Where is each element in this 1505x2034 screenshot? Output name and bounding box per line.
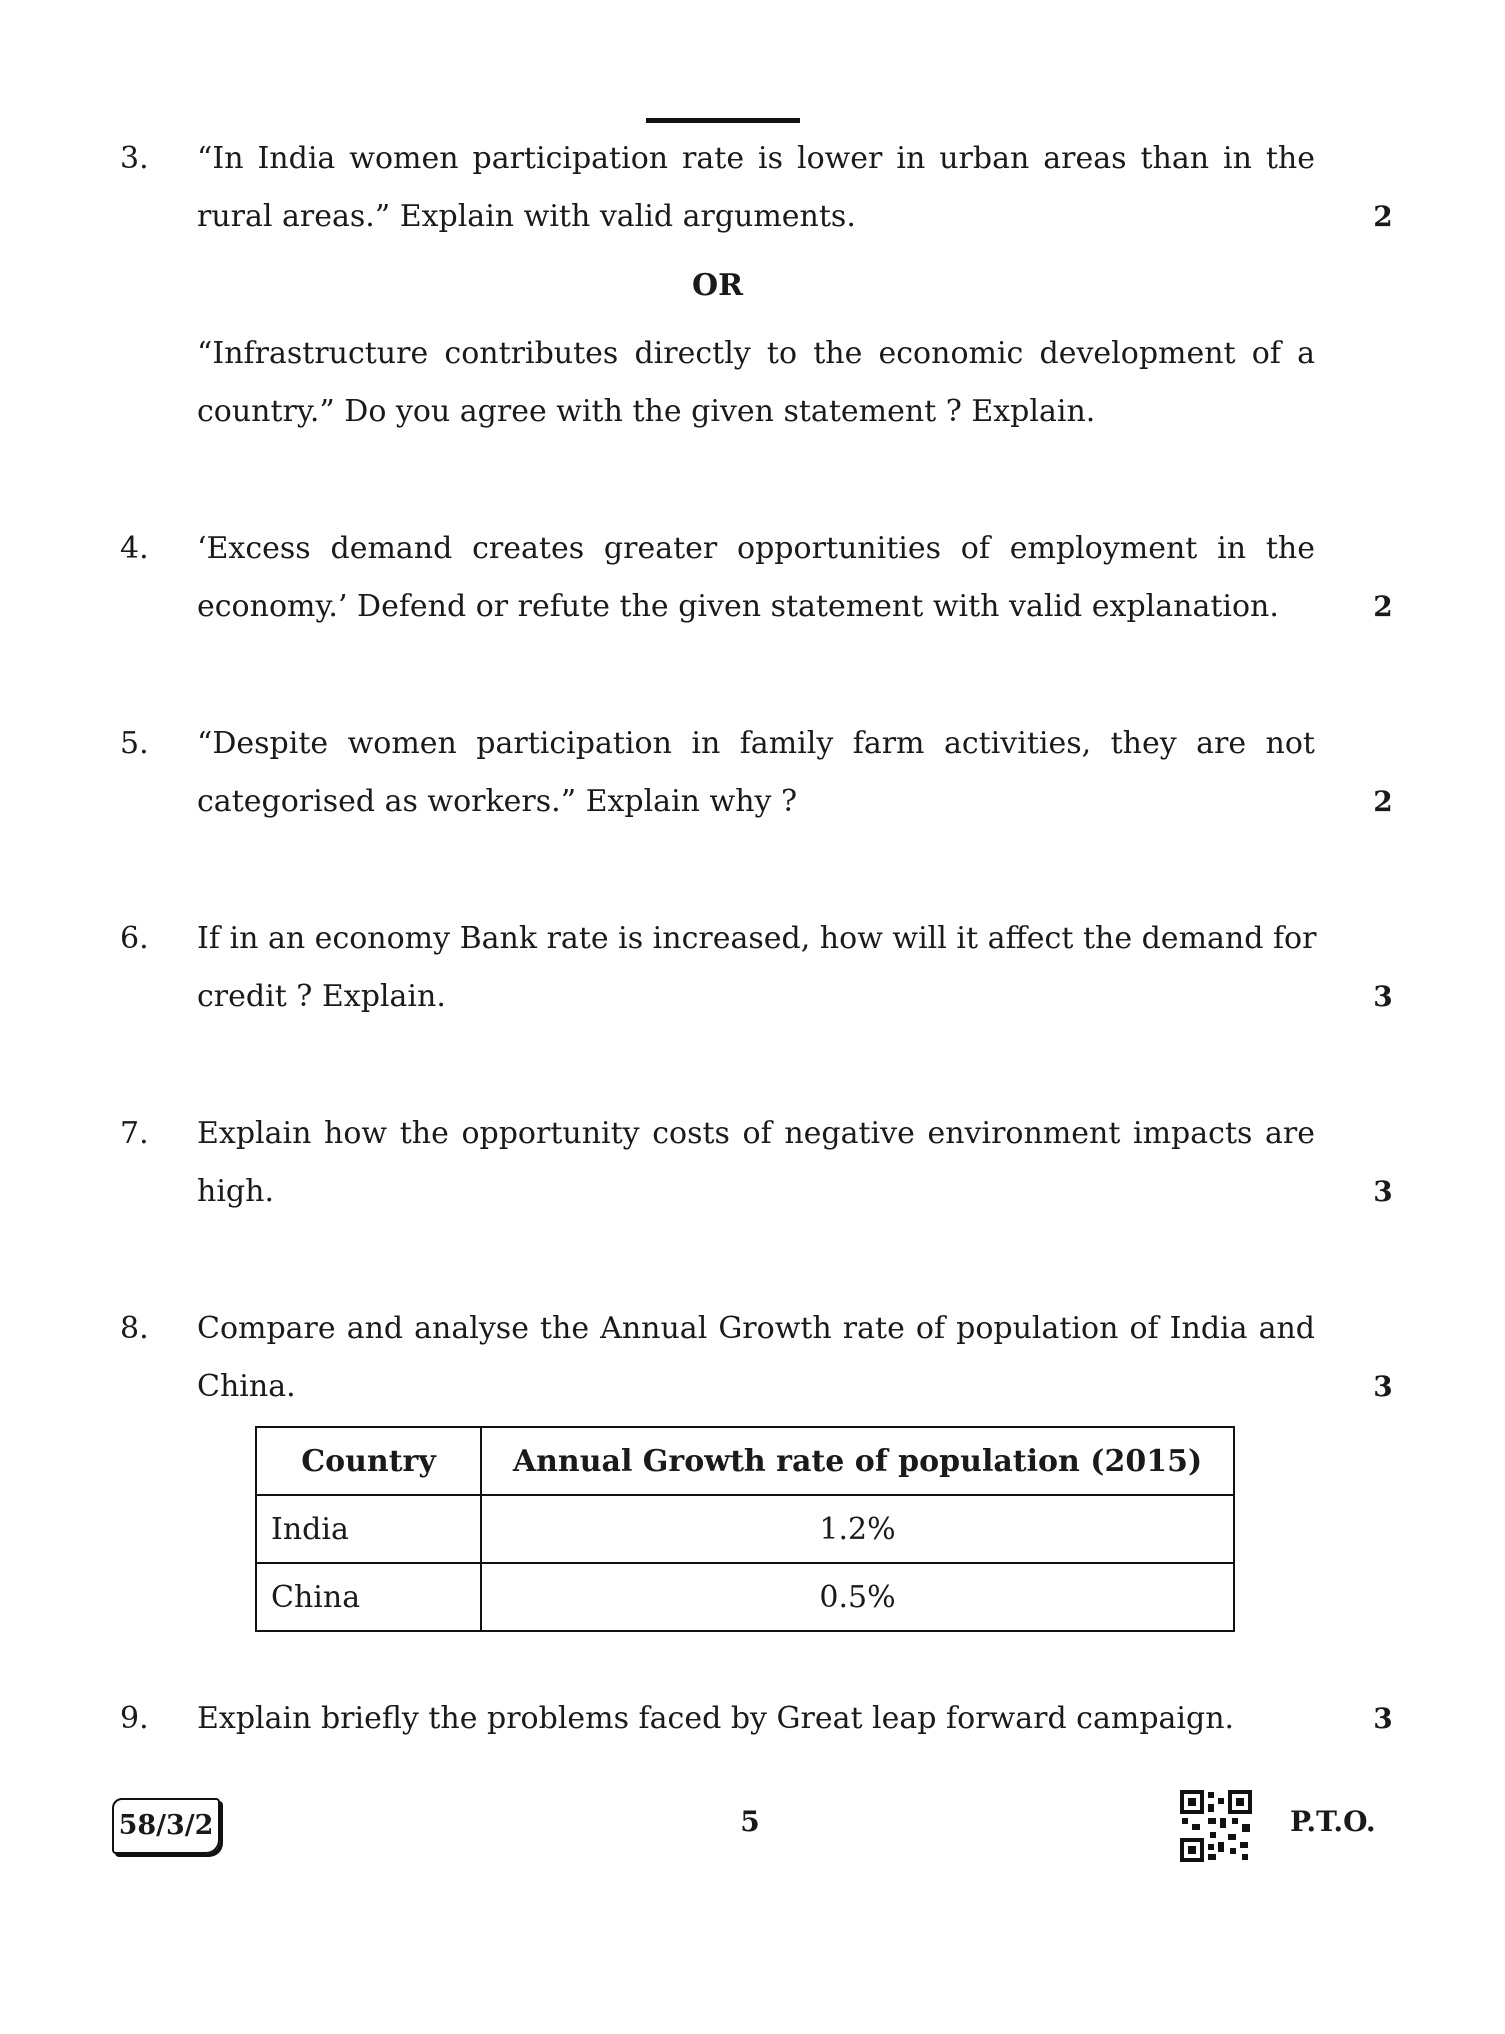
top-rule: [646, 118, 800, 123]
table-cell-country: China: [256, 1563, 481, 1631]
question-text: [197, 715, 1315, 831]
marks: 3: [1373, 980, 1393, 1013]
table-cell-rate: 1.2%: [481, 1495, 1234, 1563]
paper-code-badge: 58/3/2: [112, 1798, 220, 1854]
marks: 3: [1373, 1370, 1393, 1403]
or-label: OR: [691, 268, 744, 303]
marks: 2: [1373, 785, 1393, 818]
question-line: economy.’ Defend or refute the given statement with valid explanation.: [197, 589, 1279, 624]
question-text: [197, 130, 1315, 246]
question-number: 6.: [120, 921, 149, 956]
question-number: 8.: [120, 1311, 149, 1346]
table-header-growth-rate: Annual Growth rate of population (2015): [481, 1427, 1234, 1495]
page-number: 5: [740, 1805, 760, 1838]
question-line: Explain how the opportunity costs of negative environment impacts are: [197, 1116, 1315, 1151]
question-line: country.” Do you agree with the given statement ? Explain.: [197, 394, 1096, 429]
question-text: [197, 520, 1315, 636]
table-header-row: [256, 1427, 1234, 1495]
question-line: “Despite women participation in family farm activities, they are not: [197, 726, 1315, 761]
question-line: If in an economy Bank rate is increased, how will it affect the demand for: [197, 921, 1317, 956]
marks: 3: [1373, 1702, 1393, 1735]
table-cell-rate: 0.5%: [481, 1563, 1234, 1631]
marks: 3: [1373, 1175, 1393, 1208]
question-text: [197, 1300, 1315, 1416]
table-row: [256, 1563, 1234, 1631]
question-number: 5.: [120, 726, 149, 761]
question-line: “In India women participation rate is lower in urban areas than in the: [197, 141, 1315, 176]
marks: 2: [1373, 200, 1393, 233]
question-text: [197, 1690, 1315, 1748]
question-line: credit ? Explain.: [197, 979, 446, 1014]
question-line: Explain briefly the problems faced by Great leap forward campaign.: [197, 1701, 1235, 1736]
question-line: ‘Excess demand creates greater opportunities of employment in the: [197, 531, 1315, 566]
table-cell-country: India: [256, 1495, 481, 1563]
question-line: rural areas.” Explain with valid arguments.: [197, 199, 856, 234]
question-number: 9.: [120, 1701, 149, 1736]
question-text: [197, 910, 1315, 1026]
please-turn-over-label: P.T.O.: [1290, 1805, 1376, 1838]
question-line: Compare and analyse the Annual Growth rate of population of India and: [197, 1311, 1315, 1346]
question-line: China.: [197, 1369, 296, 1404]
qr-code-icon: [1180, 1790, 1252, 1862]
alternative-question-text: [197, 325, 1315, 441]
question-number: 7.: [120, 1116, 149, 1151]
question-line: high.: [197, 1174, 274, 1209]
table-header-country: Country: [256, 1427, 481, 1495]
question-line: categorised as workers.” Explain why ?: [197, 784, 798, 819]
question-line: “Infrastructure contributes directly to the economic development of a: [197, 336, 1315, 371]
growth-rate-table: [255, 1426, 1235, 1632]
question-number: 3.: [120, 141, 149, 176]
question-text: [197, 1105, 1315, 1221]
question-number: 4.: [120, 531, 149, 566]
table-row: [256, 1495, 1234, 1563]
marks: 2: [1373, 590, 1393, 623]
